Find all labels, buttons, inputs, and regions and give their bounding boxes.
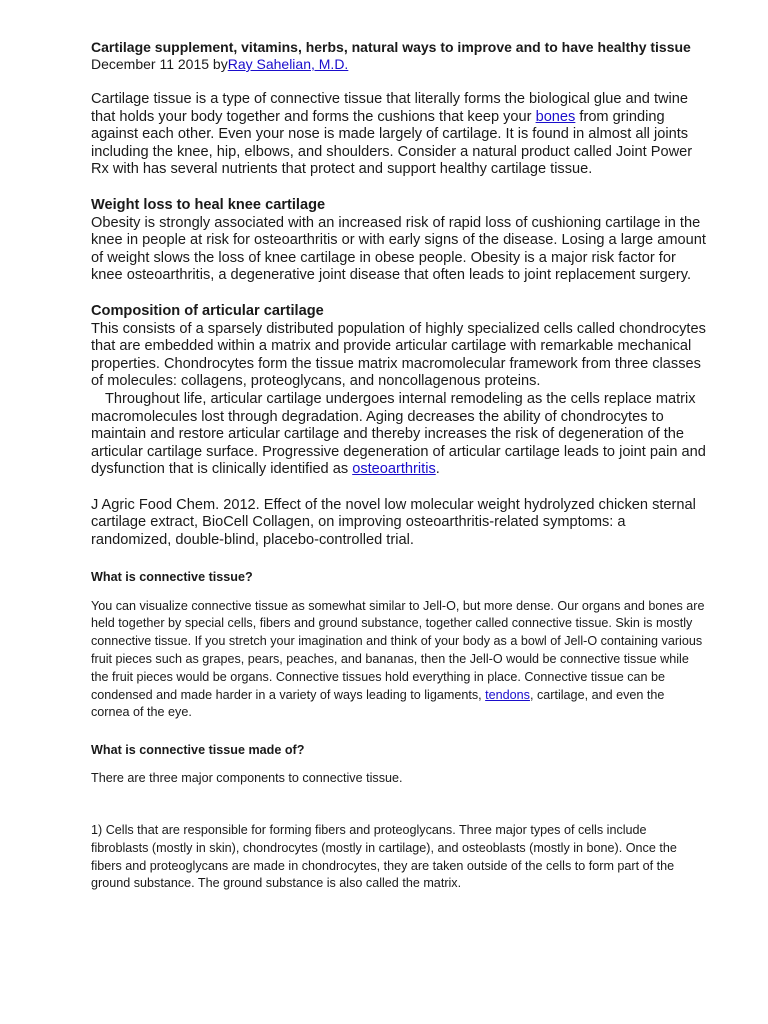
author-link[interactable]: Ray Sahelian, M.D. bbox=[227, 56, 349, 72]
dateline bbox=[91, 56, 706, 73]
intro-paragraph: Cartilage tissue is a type of connective tissue that literally forms the biological glue and twine that holds your body together and forms the cushions that keep your bones from grinding against each other. Even your nose is made largely of cartilage. It is found in almost all joints including the knee, hip, elbows, and shoulders. Consider a natural product called Joint Power Rx with has several nutrients that protect and support healthy cartilage tissue. bbox=[91, 91, 693, 178]
made-of-intro: There are three major components to connective tissue. bbox=[91, 771, 403, 786]
weight-loss-paragraph: Obesity is strongly associated with an increased risk of rapid loss of cushioning cartilage in the knee in people at risk for osteoarthritis or with early signs of the disease. Losing a large amount of weight slows the loss of knee cartilage in obese people. Obesity is a major risk factor for knee osteoarthritis, a degenerative joint disease that often leads to joint replacement surgery. bbox=[91, 214, 706, 284]
weight-loss-heading: Weight loss to heal knee cartilage bbox=[91, 196, 326, 213]
bones-link[interactable]: bones bbox=[535, 108, 576, 125]
made-of-heading: What is connective tissue made of? bbox=[91, 743, 305, 758]
tendons-link[interactable]: tendons bbox=[485, 687, 530, 702]
composition-paragraph-1: This consists of a sparsely distributed population of highly specialized cells called chondrocytes that are embedded within a matrix and provide articular cartilage with remarkable mechanical properties. Chondrocytes form the tissue matrix macromolecular framework from three classes of molecules: collagens, proteoglycans, and noncollagenous proteins. bbox=[91, 320, 706, 390]
osteoarthritis-link[interactable]: osteoarthritis bbox=[352, 461, 436, 478]
composition-paragraph-2: Throughout life, articular cartilage undergoes internal remodeling as the cells replace matrix macromolecules lost through degradation. Aging decreases the ability of chondrocytes to maintain and restore articular cartilage and thereby increases the risk of degeneration of the articular cartilage surface. Progressive degeneration of articular cartilage leads to joint pain and dysfunction that is clinically identified as osteoarthritis. bbox=[91, 390, 706, 478]
made-of-item-1: 1) Cells that are responsible for forming fibers and proteoglycans. Three major types of cells include fibroblasts (mostly in skin), chondrocytes (mostly in cartilage), and osteoblasts (mostly in bone). Once the fibers and proteoglycans are made in chondrocytes, they are taken outside of the cells to form part of the ground substance. The ground substance is also called the matrix. bbox=[91, 823, 677, 891]
article-title: Cartilage supplement, vitamins, herbs, natural ways to improve and to have healthy tissue bbox=[91, 39, 691, 55]
composition-heading: Composition of articular cartilage bbox=[91, 302, 324, 319]
article bbox=[91, 39, 706, 893]
connective-tissue-heading: What is connective tissue? bbox=[91, 569, 253, 584]
connective-tissue-paragraph: You can visualize connective tissue as somewhat similar to Jell-O, but more dense. Our organs and bones are held together by special cells, fibers and ground substance, together called connective tissue. Skin is mostly connective tissue. If you stretch your imagination and think of your body as a bowl of Jell-O containing various fruit pieces such as grapes, pears, peaches, and bananas, then the Jell-O would be connective tissue while the fruit pieces would be organs. Connective tissues hold everything in place. Connective tissue can be condensed and made harder in a variety of ways leading to ligaments, tendons, cartilage, and even the cornea of the eye. bbox=[91, 598, 705, 720]
date-prefix: December 11 2015 by bbox=[91, 56, 228, 72]
citation: J Agric Food Chem. 2012. Effect of the novel low molecular weight hydrolyzed chicken sternal cartilage extract, BioCell Collagen, on improving osteoarthritis-related symptoms: a randomized, double-blind, placebo-controlled trial. bbox=[91, 496, 696, 549]
